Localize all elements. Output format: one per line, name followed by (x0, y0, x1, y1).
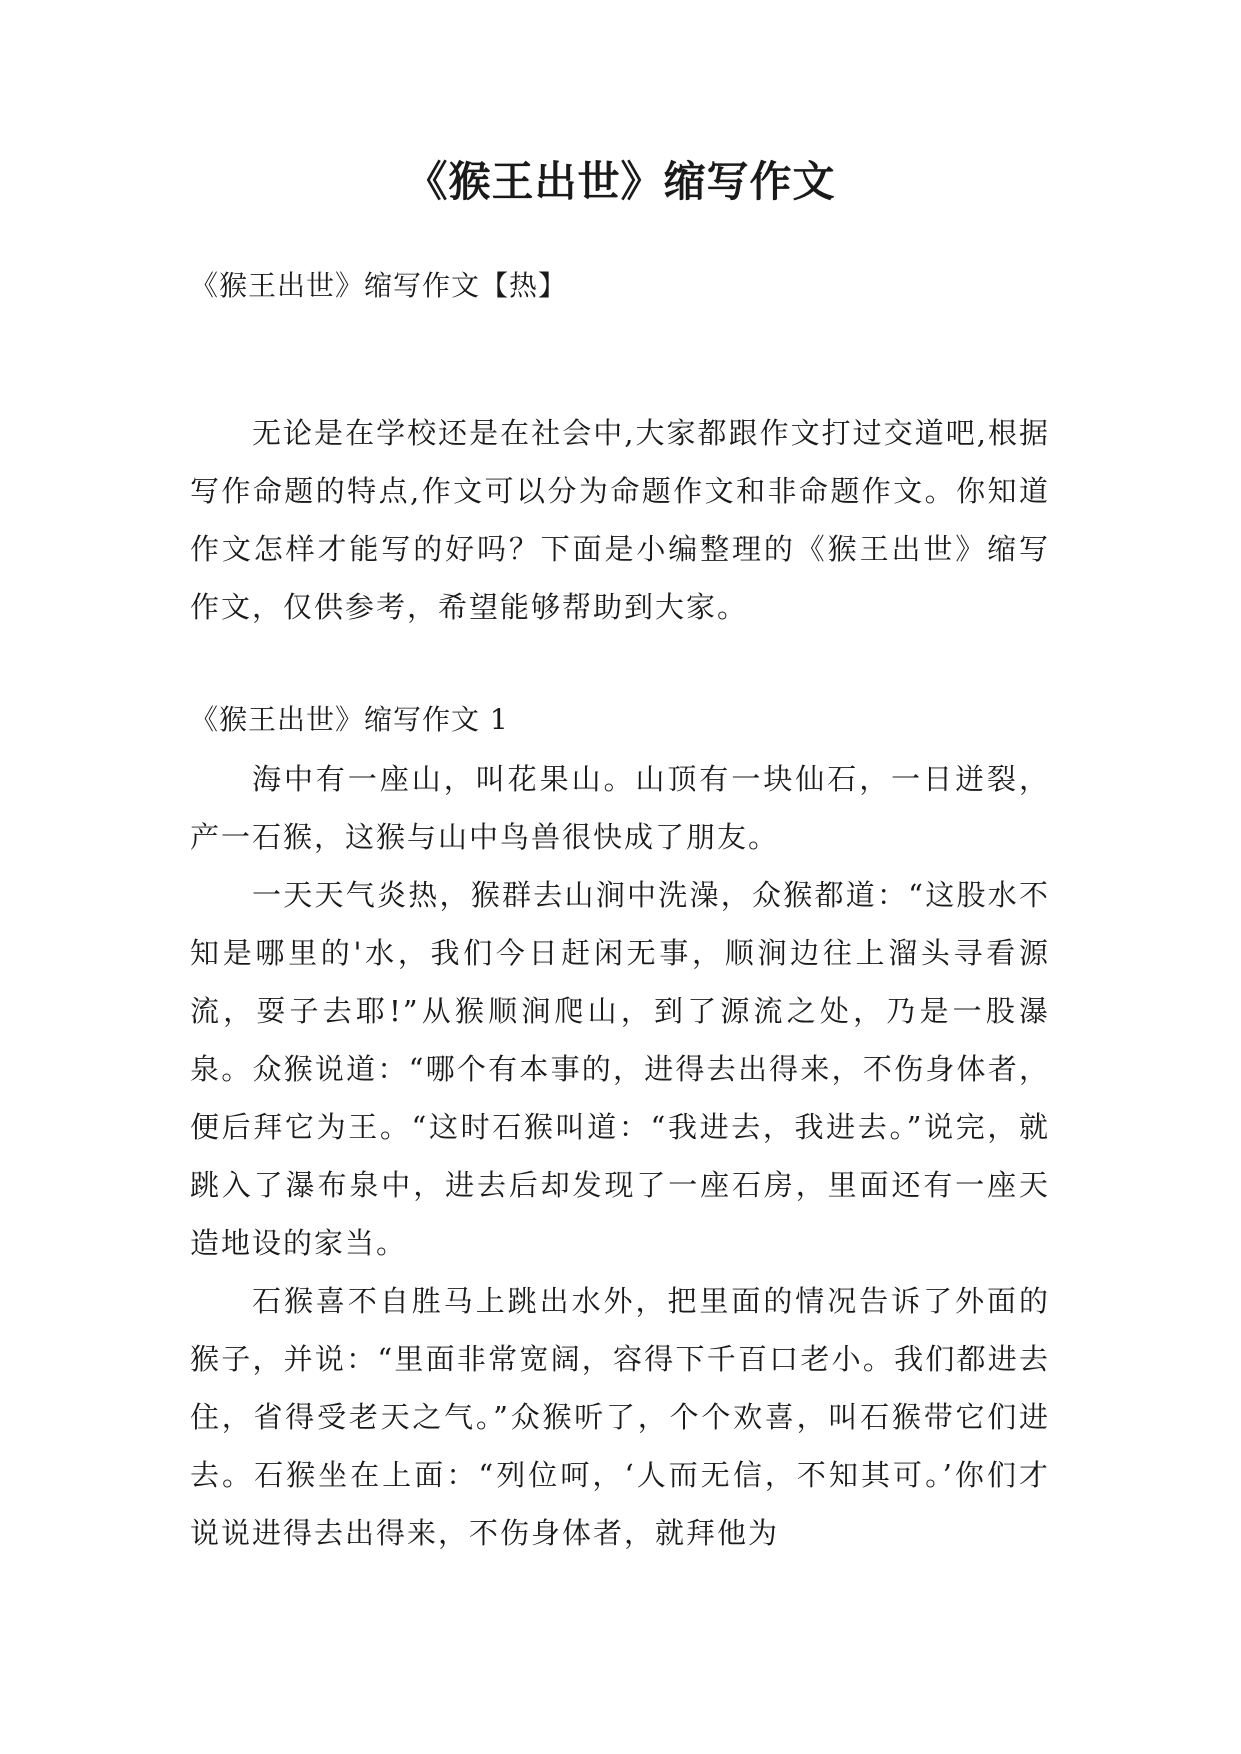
document-title: 《猴王出世》缩写作文 (405, 157, 836, 206)
document-subtitle: 《猴王出世》缩写作文【热】 (190, 269, 568, 302)
body-paragraph-3: 石猴喜不自胜马上跳出水外，把里面的情况告诉了外面的猴子，并说：“里面非常宽阔，容得下千百口老小。我们都进去住，省得受老天之气。”众猴听了，个个欢喜，叫石猴带它们进去。石猴坐在上面：“列位呵，‘人而无信，不知其可。’你们才说说进得去出得来，不伤身体者，就拜他为 (190, 1284, 1050, 1550)
section-heading: 《猴王出世》缩写作文 1 (190, 703, 509, 736)
body-paragraph-1: 海中有一座山，叫花果山。山顶有一块仙石，一日迸裂，产一石猴，这猴与山中鸟兽很快成了朋友。 (190, 762, 1050, 854)
intro-paragraph: 无论是在学校还是在社会中,大家都跟作文打过交道吧,根据写作命题的特点,作文可以分为命题作文和非命题作文。你知道作文怎样才能写的好吗？下面是小编整理的《猴王出世》缩写作文，仅供参考，希望能够帮助到大家。 (190, 416, 1050, 624)
body-paragraph-2: 一天天气炎热，猴群去山涧中洗澡，众猴都道：“这股水不知是哪里的'水，我们今日赶闲无事，顺涧边往上溜头寻看源流，耍子去耶!”从猴顺涧爬山，到了源流之处，乃是一股瀑泉。众猴说道：“哪个有本事的，进得去出得来，不伤身体者，便后拜它为王。“这时石猴叫道：“我进去，我进去。”说完，就跳入了瀑布泉中，进去后却发现了一座石房，里面还有一座天造地设的家当。 (190, 878, 1050, 1260)
